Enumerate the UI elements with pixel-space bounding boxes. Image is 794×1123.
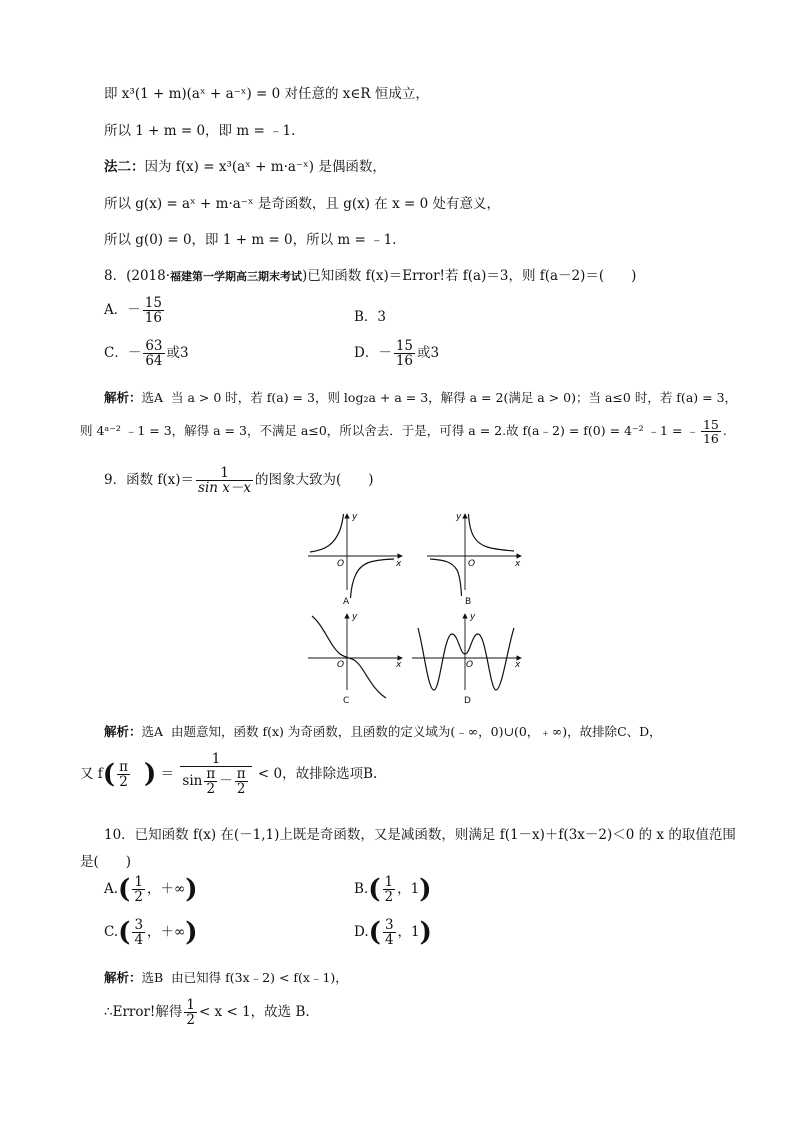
option-label: D.: [354, 924, 369, 941]
frac-num: 1: [196, 466, 253, 481]
frac-num: 1: [186, 997, 195, 1013]
frac-den: 2: [384, 889, 394, 906]
graph-d: [412, 614, 521, 690]
q9-solution-post: < 0，故排除选项B.: [257, 765, 378, 782]
frac-num: 1: [384, 874, 394, 890]
frac-den: 16: [395, 353, 414, 370]
q9-solution-text1: 由题意知，函数 f(x) 为奇函数，且函数的定义域为(﹣∞，0)∪(0，﹢∞)，故排除C、D，: [171, 724, 662, 739]
q10-option-b: [354, 875, 432, 904]
paren-left: (: [368, 874, 381, 905]
q8-solution-frac: [701, 418, 721, 445]
option-frac: [383, 918, 396, 947]
frac-den: 4: [134, 932, 144, 949]
frac-den: sin x－x: [198, 480, 251, 497]
sin-text: sin: [182, 773, 203, 790]
solution-label: 解析：: [104, 970, 142, 985]
q10-solution-line1: [104, 968, 348, 986]
q8-option-d-tail: 或3: [417, 345, 440, 362]
frac-num: 1: [180, 752, 251, 767]
frac-den: 2: [134, 889, 143, 906]
frac-den: 4: [384, 932, 394, 949]
q9-stem: [104, 466, 374, 495]
frac-num: π: [206, 766, 216, 783]
q9-stem-frac: [196, 466, 253, 495]
line-p4: 所以 g(x) = aˣ + m·a⁻ˣ 是奇函数，且 g(x) 在 x = 0 处有意义，: [104, 196, 500, 212]
q8-option-d-frac: [394, 339, 415, 368]
q8-option-d-label: D．－: [354, 345, 392, 362]
q10-solution-frac: [184, 998, 197, 1027]
q9-solution-frac: [180, 752, 251, 797]
graph-b-y-label: y: [456, 512, 462, 522]
method-two-label: 法二：: [104, 159, 145, 175]
graph-c-origin: O: [337, 660, 345, 670]
paren-left: (: [368, 917, 381, 948]
line-p3: [104, 155, 386, 175]
solution-pick: 选B: [141, 970, 164, 985]
p1-text-b: ⁻ˣ) = 0 对任意的 x∈R 恒成立，: [233, 86, 429, 102]
q10-solution-pre: ∴Error!解得: [104, 1004, 183, 1021]
paren-right: ): [419, 874, 432, 905]
frac-num: 15: [702, 417, 719, 432]
frac-num: π: [119, 758, 128, 775]
graph-d-y-label: y: [470, 612, 476, 622]
q8-option-c-tail: 或3: [166, 345, 189, 362]
q8-stem-text: )已知函数 f(x)＝Error!若 f(a)＝3，则 f(a－2)＝( ): [302, 268, 637, 284]
option-label: B.: [354, 881, 369, 898]
q8-source: 福建第一学期高三期末考试: [170, 270, 303, 283]
frac-den: 64: [145, 353, 163, 370]
graph-a: [308, 514, 402, 598]
solution-label: 解析：: [104, 724, 142, 739]
paren-right: ): [419, 917, 432, 948]
graph-c-y-label: y: [352, 612, 358, 622]
option-label: A.: [104, 881, 119, 898]
line-p1: [104, 82, 429, 102]
frac-den: [180, 767, 251, 796]
graph-b-origin: O: [468, 559, 476, 569]
q9-stem-post: 的图象大致为( ): [255, 472, 374, 489]
line-p2: 所以 1 + m = 0，即 m = ﹣1.: [104, 123, 296, 139]
p3-text: 因为 f(x) = x³(aˣ + m·a⁻ˣ) 是偶函数，: [144, 159, 386, 175]
graph-c: [308, 614, 402, 698]
paren-right: ): [185, 874, 198, 905]
frac-den: 16: [144, 310, 162, 327]
q9-solution-pre: 又 f: [80, 765, 103, 782]
q9-solution-arg-frac: [117, 760, 130, 789]
q10-option-c: [104, 918, 198, 947]
option-frac: [132, 875, 145, 904]
q8-option-b: B．3: [354, 309, 387, 325]
frac-den: 16: [702, 431, 719, 447]
frac-num: 3: [384, 917, 394, 933]
graph-a-caption: A: [343, 597, 350, 607]
paren-left: (: [102, 759, 116, 790]
graph-d-origin: O: [466, 660, 474, 670]
q10-option-a: [104, 875, 198, 904]
graph-b-x-label: x: [515, 559, 521, 569]
q10-solution-line2: [104, 998, 310, 1027]
frac-num: π: [236, 766, 246, 783]
paren-right: ): [185, 917, 198, 948]
q8-option-d: [354, 339, 439, 368]
q10-solution-post: < x < 1，故选 B.: [198, 1004, 310, 1021]
graph-d-x-label: x: [515, 660, 521, 670]
option-frac: [383, 875, 396, 904]
solution-label: 解析：: [104, 390, 142, 405]
q8-number: 8．(2018·: [104, 268, 171, 284]
frac-num: 15: [395, 338, 414, 354]
graph-c-x-label: x: [396, 660, 402, 670]
option-tail: ，1: [397, 924, 420, 941]
graph-b: [427, 514, 521, 596]
inner-frac-1: [204, 767, 217, 796]
graph-a-origin: O: [337, 559, 345, 569]
q8-option-a: [104, 296, 166, 325]
frac-num: 1: [134, 874, 143, 890]
option-tail: ，＋∞: [146, 881, 186, 898]
frac-den: 2: [236, 781, 246, 798]
frac-den: 2: [119, 773, 128, 790]
option-tail: ，＋∞: [147, 924, 186, 941]
graph-d-caption: D: [464, 696, 471, 706]
q8-solution-line2: 则 4ᵃ⁻² ﹣1 = 3，解得 a = 3，不满足 a≤0，所以舍去．于是，可得 a = 2.故 f(a﹣2) = f(0) = 4⁻² ﹣1 = ﹣ $\frac{15}{16}$ .: [80, 417, 727, 447]
graph-b-caption: B: [465, 597, 472, 607]
paren-left: (: [118, 917, 131, 948]
q8-solution-text1: 当 a > 0 时，若 f(a) = 3，则 log₂a + a = 3，解得 a = 2(满足 a > 0)；当 a≤0 时，若 f(a) = 3，: [171, 390, 738, 405]
graph-a-x-label: x: [396, 559, 402, 569]
q10-stem-line1: 10．已知函数 f(x) 在(－1,1)上既是奇函数，又是减函数，则满足 f(1－x)＋f(3x－2)＜0 的 x 的取值范围: [104, 827, 736, 843]
minus-sign: －: [219, 773, 233, 790]
option-frac: [132, 918, 145, 947]
q8-stem: [104, 264, 636, 284]
inner-frac-2: [235, 767, 248, 796]
q8-solution-line1: [104, 388, 737, 406]
frac-num: 3: [134, 917, 144, 933]
p1-text-a: 即 x³(1 + m)(aˣ + a: [104, 86, 234, 102]
equals-sign: ＝: [160, 765, 175, 782]
q10-stem-line2: 是( ): [80, 854, 132, 870]
frac-num: 15: [144, 295, 162, 311]
paren-left: (: [118, 874, 131, 905]
paren-right: ): [143, 759, 157, 790]
q8-solution-text2: 则 4ᵃ⁻² ﹣1 = 3，解得 a = 3，不满足 a≤0，所以舍去．于是，可得 a = 2.故 f(a﹣2) = f(0) = 4⁻² ﹣1 = ﹣: [80, 423, 699, 439]
q8-option-a-label: A．－: [104, 302, 141, 319]
graph-c-caption: C: [343, 696, 350, 706]
q10-option-d: [354, 918, 432, 947]
q8-option-c: [104, 339, 189, 368]
q8-option-a-frac: [143, 296, 164, 325]
q9-solution-line1: [104, 722, 662, 740]
solution-pick: 选A: [141, 390, 164, 405]
solution-pick: 选A: [141, 724, 164, 739]
frac-den: 2: [186, 1012, 195, 1029]
option-tail: ，1: [397, 881, 420, 898]
frac-num: 63: [145, 338, 163, 354]
line-p5: 所以 g(0) = 0，即 1 + m = 0，所以 m = ﹣1.: [104, 232, 397, 248]
q9-solution-line2: [80, 752, 377, 797]
frac-den: 2: [206, 781, 216, 798]
q9-stem-pre: 9．函数 f(x)＝: [104, 472, 195, 489]
option-label: C.: [104, 924, 119, 941]
q10-solution-text1: 由已知得 f(3x﹣2) < f(x﹣1)，: [171, 970, 348, 985]
q8-option-c-frac: [143, 339, 164, 368]
graph-a-y-label: y: [352, 512, 358, 522]
q8-option-c-label: C．－: [104, 345, 142, 362]
